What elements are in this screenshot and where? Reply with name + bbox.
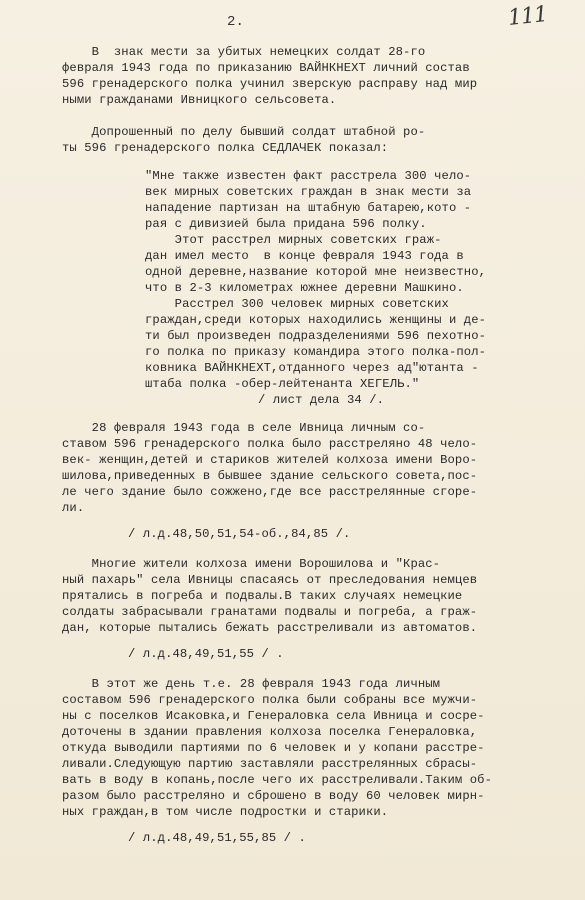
text-line: составом 596 гренадерского полка были собраны все мужчи-: [62, 693, 478, 707]
quote-line: граждан,среди которых находились женщины и де-: [145, 313, 487, 327]
text-line: доточены в здании правления колхоза поселка Генераловка,: [62, 725, 478, 739]
quote-line: одной деревне,название которой мне неизвестно,: [145, 265, 487, 279]
quote-line: век мирных советских граждан в знак мести за: [145, 185, 472, 199]
citation: / л.д.48,49,51,55 / .: [128, 647, 284, 661]
text-line: 596 гренадерского полка учинил зверскую расправу над мир: [62, 77, 478, 91]
text-line: февраля 1943 года по приказанию ВАЙНКНЕХТ личний состав: [62, 61, 470, 75]
quote-line: что в 2-3 километрах южнее деревни Машкино.: [145, 281, 464, 295]
text-line: ливали.Следующую партию заставляли расстрелянных сбрасы-: [62, 757, 478, 771]
quote-line: Расстрел 300 человек мирных советских: [145, 297, 449, 311]
citation: / лист дела 34 /.: [258, 393, 385, 407]
text-line: ставом 596 гренадерского полка было расстреляно 48 чело-: [62, 437, 478, 451]
text-line: век- женщин,детей и стариков жителей колхоза имени Воро-: [62, 453, 478, 467]
text-line: ты 596 гренадерского полка СЕДЛАЧЕК показал:: [62, 141, 389, 155]
text-line: солдаты забрасывали гранатами подвалы и погреба, а граж-: [62, 605, 478, 619]
quote-line: рая с дивизией была придана 596 полку.: [145, 217, 427, 231]
text-line: ных граждан,в том числе подростки и старики.: [62, 805, 389, 819]
quote-line: дан имел место в конце февраля 1943 года в: [145, 249, 464, 263]
text-line: Допрошенный по делу бывший солдат штабной ро-: [62, 125, 426, 139]
text-line: разом было расстреляно и сброшено в воду 60 человек мирн-: [62, 789, 485, 803]
text-line: ными гражданами Ивницкого сельсовета.: [62, 93, 337, 107]
quote-line: Этот расстрел мирных советских граж-: [145, 233, 442, 247]
text-line: В этот же день т.е. 28 февраля 1943 года личным: [62, 677, 441, 691]
quote-line: "Мне также известен факт расстрела 300 чело-: [145, 169, 472, 183]
text-line: 28 февраля 1943 года в селе Ивница личным со-: [62, 421, 426, 435]
text-line: ле чего здание было сожжено,где все расстрелянные сгоре-: [62, 485, 478, 499]
text-line: ны с поселков Исаковка,и Генераловка села Ивница и сосре-: [62, 709, 485, 723]
quote-line: го полка по приказу командира этого полка-пол-: [145, 345, 487, 359]
page-number: 2.: [227, 14, 245, 30]
quote-line: нападение партизан на штабную батарею,кото -: [145, 201, 472, 215]
text-line: дан, которые пытались бежать расстреливали из автоматов.: [62, 621, 478, 635]
text-line: прятались в погреба и подвалы.В таких случаях немецкие: [62, 589, 463, 603]
text-line: шилова,приведенных в бывшее здание сельского совета,пос-: [62, 469, 478, 483]
citation: / л.д.48,50,51,54-об.,84,85 /.: [128, 527, 351, 541]
quote-line: ковника ВАЙНКНЕХТ,отданного через ад"ютанта -: [145, 361, 479, 375]
quote-line: ти был произведен подразделениями 596 пехотно-: [145, 329, 487, 343]
text-line: Многие жители колхоза имени Ворошилова и "Крас-: [62, 557, 441, 571]
archive-number-handwritten: 111: [506, 2, 549, 31]
text-line: ли.: [62, 501, 85, 515]
text-line: В знак мести за убитых немецких солдат 28-го: [62, 45, 426, 59]
citation: / л.д.48,49,51,55,85 / .: [128, 831, 306, 845]
text-line: ный пахарь" села Ивницы спасаясь от преследования немцев: [62, 573, 478, 587]
text-line: откуда выводили партиями по 6 человек и у копани расстре-: [62, 741, 485, 755]
quote-line: штаба полка -обер-лейтенанта ХЕГЕЛЬ.": [145, 377, 420, 391]
text-line: вать в воду в копань,после чего их расстреливали.Таким об-: [62, 773, 492, 787]
